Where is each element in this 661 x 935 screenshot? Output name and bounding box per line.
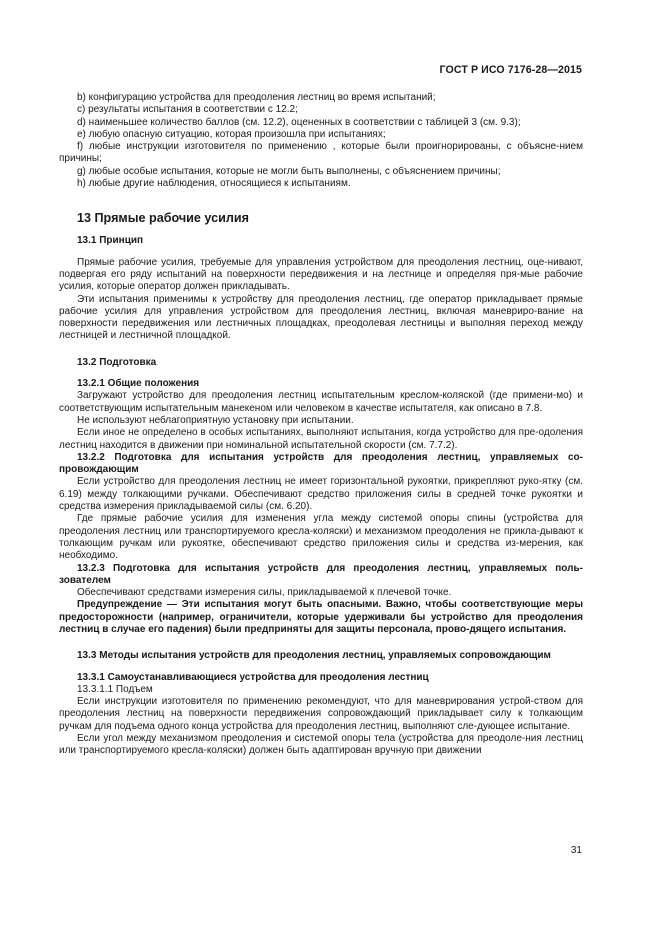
standard-header: ГОСТ Р ИСО 7176-28—2015	[439, 64, 582, 76]
paragraph: Если устройство для преодоления лестниц не имеет горизонтальной рукоятки, прикрепляют руко-ятку (см. 6.19) между толкающими ручками. Обеспечивают средство приложения силы в средней точке рукоятки и средства измерения прикладываемой силы (см. 6.20).	[59, 476, 583, 513]
warning-paragraph: Предупреждение — Эти испытания могут быть опасными. Важно, чтобы соответствующие меры предосторожности (например, ограничители, которые удерживали бы устройство для преодоления лестниц в случае его падения) были предприняты для защиты персонала, прово-дящего испытания.	[59, 599, 583, 635]
list-item: f) любые инструкции изготовителя по применению , которые были проигнорированы, с объясне-нием причины;	[59, 141, 583, 165]
subsection-title: 13.1 Принцип	[77, 235, 144, 247]
subsection-title: 13.3 Методы испытания устройств для преодоления лестниц, управляемых сопровождающим	[77, 650, 551, 662]
subsubsection-title: 13.2.2 Подготовка для испытания устройств для преодоления лестниц, управляемых со-провождающим	[59, 451, 583, 476]
paragraph: Загружают устройство для преодоления лестниц испытательным креслом-коляской (где примени-мо) и соответствующим испытательным манекеном или человеком в качестве испытателя, как описано в 7.8.	[59, 390, 583, 414]
paragraph: Где прямые рабочие усилия для изменения угла между системой опоры спины (устройства для преодоления лестниц или транспортируемого кресла-коляски) и механизмом преодоления не прикла-дывают к толкающим ручкам или рукоятке, обеспечивают средство приложения силы и средства из-мерения, как необходимо.	[59, 513, 583, 562]
subsubsection-title: 13.2.3 Подготовка для испытания устройств для преодоления лестниц, управляемых поль-зователем	[59, 562, 583, 586]
paragraph: Эти испытания применимы к устройству для преодоления лестниц, где оператор прикладывает прямые рабочие усилия для управления устройством для преодоления лестниц, включая маневриро-вание на поверхности передвижения или лестничных площадках, преодолевая лестницы и выполняя переход между лестницей и лестничной площадкой.	[59, 293, 583, 342]
list-item: b) конфигурацию устройства для преодоления лестниц во время испытаний;	[77, 92, 436, 103]
paragraph: Если инструкции изготовителя по применению рекомендуют, что для маневрирования устрой-ством для преодоления лестниц на поверхности передвижения сопровождающий прикладывает силу к толкающим ручкам для подъема одного конца устройства для преодоления лестниц, выполняют сле-дующее испытание.	[59, 696, 583, 732]
list-item: d) наименьшее количество баллов (см. 12.2), оцененных в соответствии с таблицей 3 (см. 9.3);	[77, 116, 521, 128]
paragraph: Обеспечивают средствами измерения силы, прикладываемой к плечевой точке.	[77, 587, 452, 599]
list-item: h) любые другие наблюдения, относящиеся к испытаниям.	[77, 178, 351, 190]
paragraph: Прямые рабочие усилия, требуемые для управления устройством для преодоления лестниц, оце-нивают, подвергая его ряду испытаний на поверхности передвижения и на лестнице и определяя пря-мые рабочие усилия, которые оператор должен прикладывать.	[59, 256, 583, 293]
list-item: g) любые особые испытания, которые не могли быть выполнены, с объяснением причины;	[77, 165, 501, 177]
document-body	[59, 92, 583, 758]
page-number: 31	[570, 845, 582, 856]
paragraph: Не используют неблагоприятную установку при испытании.	[77, 414, 354, 426]
subsubsection-title: 13.3.1 Самоустанавливающиеся устройства для преодоления лестниц	[77, 671, 429, 683]
list-item: e) любую опасную ситуацию, которая произошла при испытаниях;	[77, 128, 386, 140]
clause-title: 13.3.1.1 Подъем	[77, 683, 153, 695]
subsubsection-title: 13.2.1 Общие положения	[77, 378, 200, 390]
subsection-title: 13.2 Подготовка	[77, 356, 157, 368]
list-item: c) результаты испытания в соответствии с 12.2;	[77, 104, 298, 116]
paragraph: Если иное не определено в особых испытаниях, выполняют испытания, когда устройство для пре-одоления лестниц находится в движении при номинальной испытательной скорости (см. 7.7.2).	[59, 427, 583, 451]
section-title: 13 Прямые рабочие усилия	[77, 211, 249, 226]
paragraph: Если угол между механизмом преодоления и системой опоры тела (устройства для преодоле-ния лестниц или транспортируемого кресла-коляски) должен быть адаптирован вручную при движении	[59, 733, 583, 757]
report-list	[59, 92, 583, 190]
